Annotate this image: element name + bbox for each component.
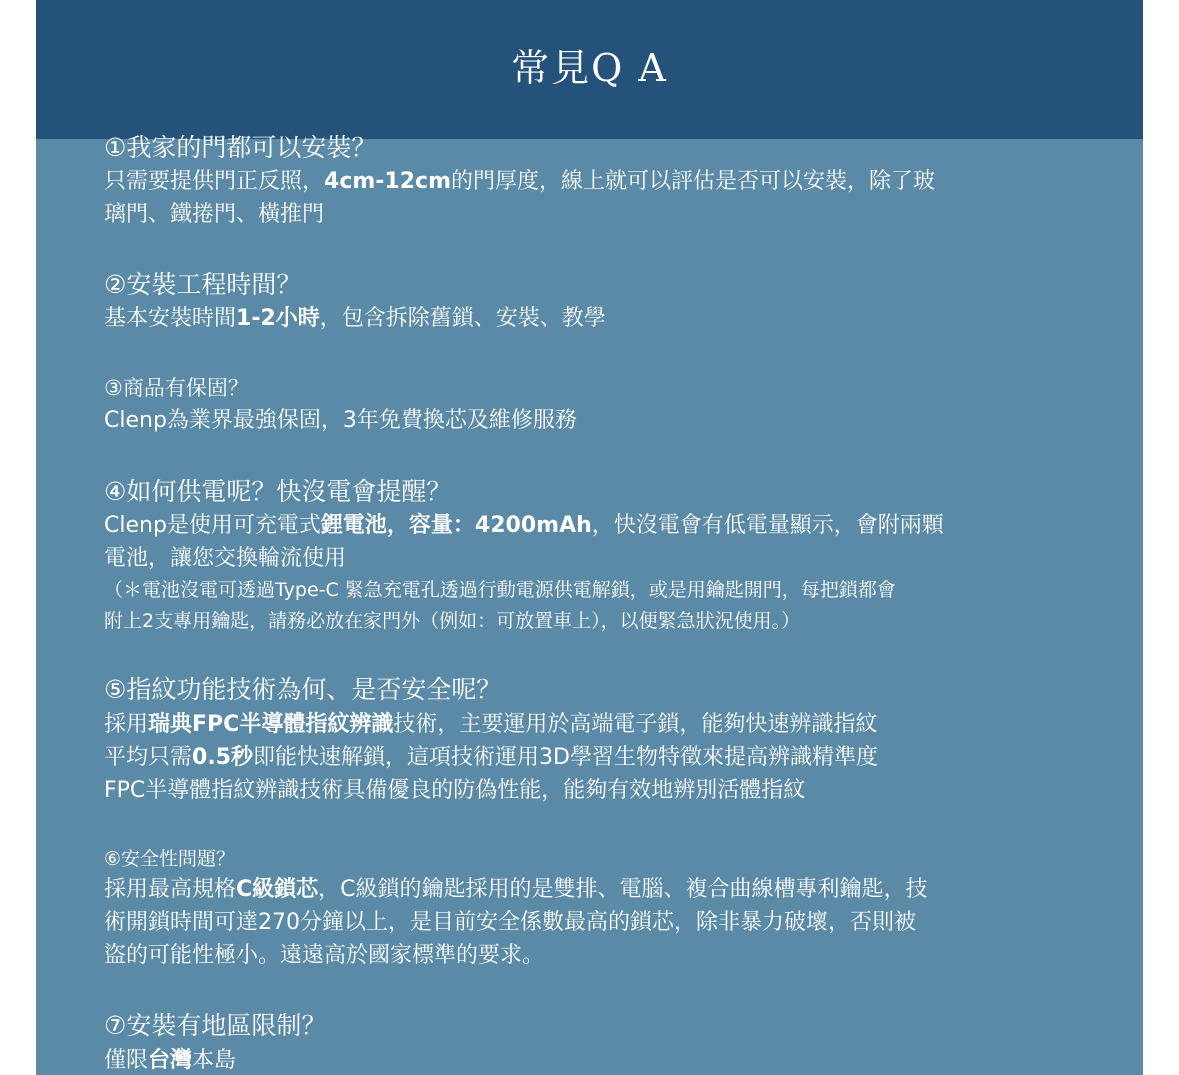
faq-item-power [104, 474, 1064, 637]
faq-answer-line: 電池，讓您交換輪流使用 [104, 546, 347, 571]
faq-answer-line: FPC半導體指紋辨識技術具備優良的防偽性能，能夠有效地辨別活體指紋 [104, 778, 806, 803]
faq-note: （＊電池沒電可透過Type-C 緊急充電孔透過行動電源供電解鎖，或是用鑰匙開門，每把鎖都會 附上2支專用鑰匙，請務必放在家門外（例如：可放置車上），以便緊急狀況使用。） [104, 579, 896, 632]
faq-item-region [104, 1008, 1064, 1075]
faq-answer-line: Clenp為業界最強保固，3年免費換芯及維修服務 [104, 408, 577, 433]
faq-answer-line: 採用瑞典FPC半導體指紋辨識技術，主要運用於高端電子鎖，能夠快速辨識指紋 [104, 712, 878, 737]
faq-answer-line: Clenp是使用可充電式鋰電池，容量：4200mAh，快沒電會有低電量顯示，會附兩顆 [104, 513, 944, 538]
faq-header [36, 0, 1143, 139]
faq-question: ⑥安全性問題？ [104, 848, 236, 870]
faq-question: ⑦安裝有地區限制？ [104, 1011, 327, 1040]
faq-answer-line: 盜的可能性極小。遠遠高於國家標準的要求。 [104, 943, 545, 968]
faq-panel [36, 0, 1143, 1075]
faq-question: ⑤指紋功能技術為何、是否安全呢？ [104, 675, 502, 704]
faq-answer-line: 只需要提供門正反照，4cm-12cm的門厚度，線上就可以評估是否可以安裝，除了玻 [104, 169, 936, 194]
faq-question: ②安裝工程時間？ [104, 270, 302, 299]
faq-item-install-time [104, 268, 1064, 335]
faq-item-install-doors [104, 131, 1064, 231]
faq-question: ③商品有保固？ [104, 376, 249, 400]
faq-item-warranty [104, 372, 1064, 437]
page-title: 常見Q A [511, 46, 668, 90]
faq-answer-line: 平均只需0.5秒即能快速解鎖，這項技術運用3D學習生物特徵來提高辨識精準度 [104, 745, 878, 770]
faq-answer-line: 基本安裝時間1-2小時，包含拆除舊鎖、安裝、教學 [104, 306, 606, 331]
faq-item-fingerprint [104, 672, 1064, 807]
faq-item-security [104, 845, 1064, 972]
faq-question: ①我家的門都可以安裝？ [104, 133, 377, 162]
faq-answer-line: 璃門、鐵捲門、橫推門 [104, 202, 325, 227]
faq-answer-line: 僅限台灣本島 [104, 1048, 237, 1073]
faq-answer-line: 術開鎖時間可達270分鐘以上，是目前安全係數最高的鎖芯，除非暴力破壞，否則被 [104, 910, 916, 935]
faq-question: ④如何供電呢？快沒電會提醒？ [104, 477, 452, 506]
faq-answer-line: 採用最高規格C級鎖芯，C級鎖的鑰匙採用的是雙排、電腦、複合曲線槽專利鑰匙，技 [104, 877, 928, 902]
